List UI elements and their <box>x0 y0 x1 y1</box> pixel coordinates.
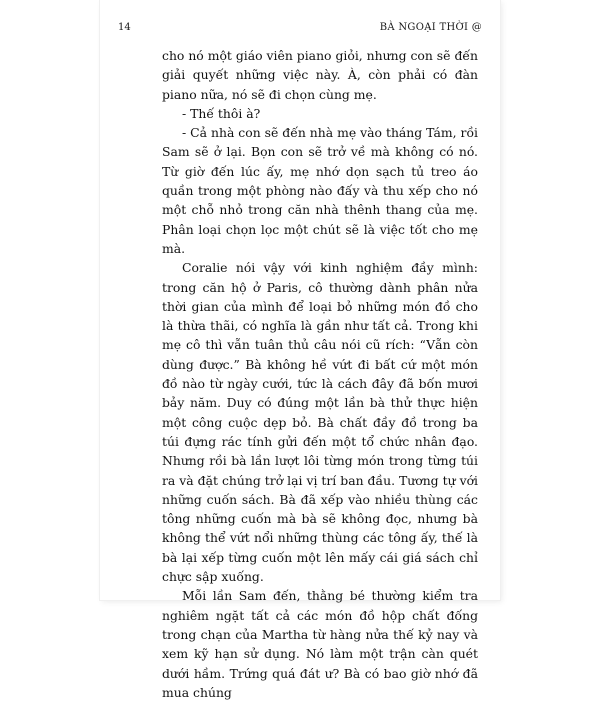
book-page <box>100 0 500 700</box>
paragraph: Mỗi lần Sam đến, thằng bé thường kiểm tra nghiêm ngặt tất cả các món đồ hộp chất đống trong chạn của Martha từ hàng nửa thế kỷ nay và xem kỹ hạn sử dụng. Nó làm một trận càn quét dưới hầm. Trứng quá đát ư? Bà có bao giờ nhớ đã mua chúng <box>162 588 478 700</box>
paragraph: cho nó một giáo viên piano giỏi, nhưng con sẽ đến giải quyết những việc này. À, còn phải có đàn piano nữa, nó sẽ đi chọn cùng mẹ. <box>162 48 478 102</box>
paragraph: - Cả nhà con sẽ đến nhà mẹ vào tháng Tám, rồi Sam sẽ ở lại. Bọn con sẽ trở về mà không có nó. Từ giờ đến lúc ấy, mẹ nhớ dọn sạch tủ treo áo quần trong một phòng nào đấy và thu xếp cho nó một chỗ nhỏ trong căn nhà thênh thang của mẹ. Phân loại chọn lọc một chút sẽ là việc tốt cho mẹ mà. <box>162 125 478 256</box>
paragraph: - Thế thôi à? <box>182 105 261 121</box>
book-title: BÀ NGOẠI THỜI @ <box>379 22 482 33</box>
paragraph: Coralie nói vậy với kinh nghiệm đầy mình: trong căn hộ ở Paris, cô thường dành phân nửa thời gian của mình để loại bỏ những món đồ cho là thừa thãi, có nghĩa là gần như tất cả. Trong khi mẹ cô thì vẫn tuân thủ câu nói cũ rích: “Vẫn còn dùng được.” Bà không hề vứt đi bất cứ một món đồ nào từ ngày cưới, tức là cách đây đã bốn mươi bảy năm. Duy có đúng một lần bà thử thực hiện một công cuộc dẹp bỏ. Bà chất đầy đồ trong ba túi đựng rác tính gửi đến một tổ chức nhân đạo. Nhưng rồi bà lần lượt lôi từng món trong từng túi ra và đặt chúng trở lại vị trí ban đầu. Tương tự với những cuốn sách. Bà đã xếp vào nhiều thùng các tông những cuốn mà bà sẽ không đọc, nhưng bà không thể vứt nổi những thùng các tông ấy, thế là bà lại xếp từng cuốn một lên mấy cái giá sách chỉ chực sập xuống. <box>162 260 478 585</box>
page-number: 14 <box>118 22 131 33</box>
body-text <box>162 46 478 702</box>
running-header <box>118 22 482 36</box>
